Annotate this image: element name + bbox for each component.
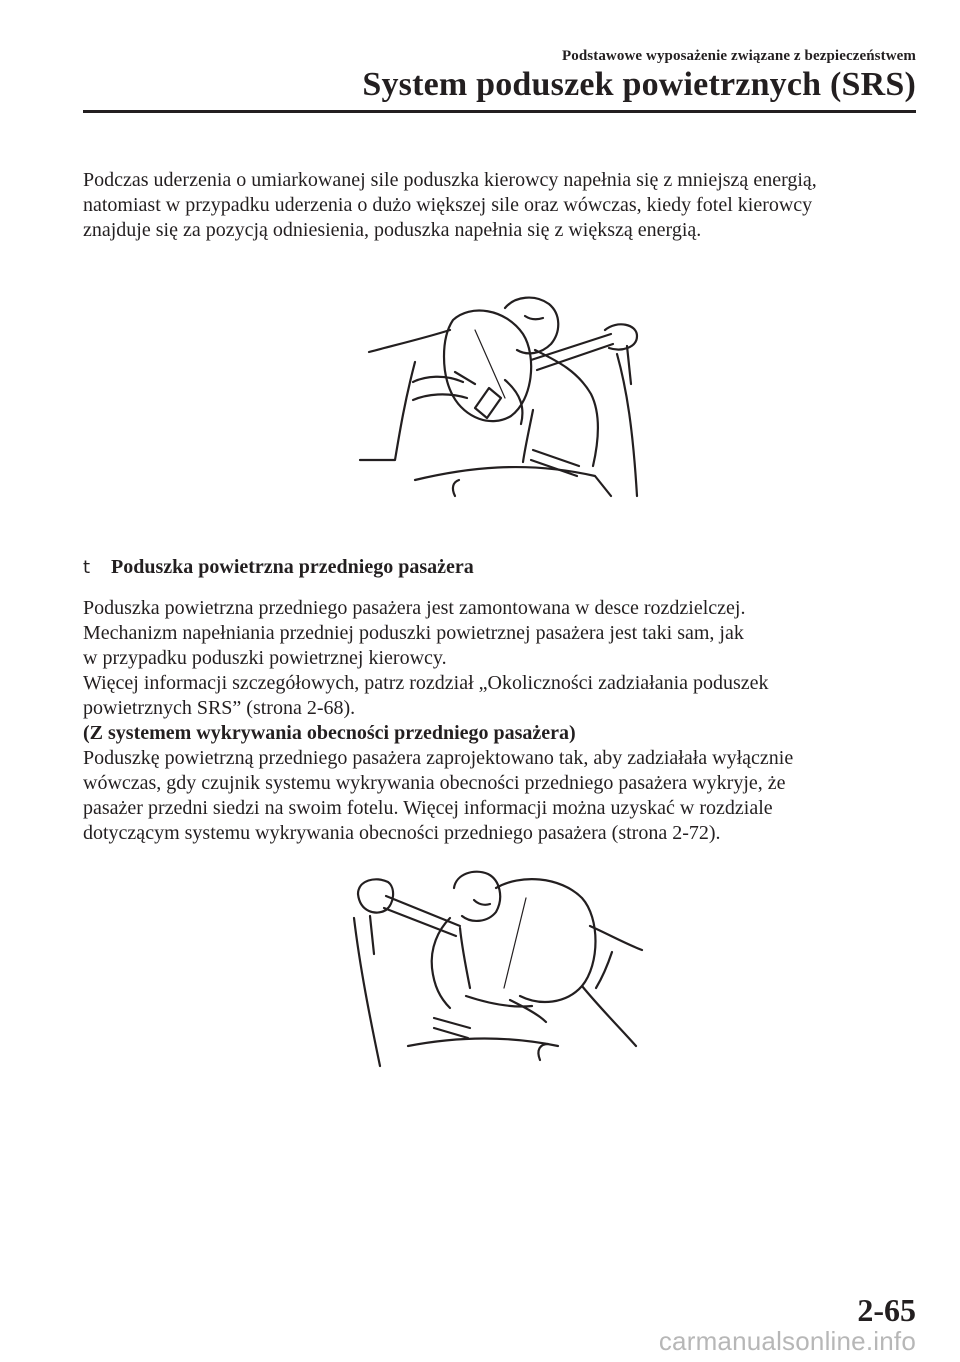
header-divider bbox=[83, 110, 916, 113]
chapter-subtitle: Podstawowe wyposażenie związane z bezpieczeństwem bbox=[562, 48, 916, 64]
text-line: powietrznych SRS” (strona 2-68). bbox=[83, 697, 356, 719]
text-line: Poduszka powietrzna przedniego pasażera jest zamontowana w desce rozdzielczej. bbox=[83, 597, 746, 619]
text-line: w przypadku poduszki powietrznej kierowcy. bbox=[83, 647, 447, 669]
text-line: natomiast w przypadku uderzenia o dużo większej sile oraz wówczas, kiedy fotel kierowcy bbox=[83, 194, 813, 216]
text-line: Więcej informacji szczegółowych, patrz rozdział „Okoliczności zadziałania poduszek bbox=[83, 672, 769, 694]
section-heading bbox=[83, 555, 474, 580]
page-title: System poduszek powietrznych (SRS) bbox=[362, 66, 916, 103]
driver-airbag-illustration bbox=[355, 290, 655, 500]
intro-paragraph bbox=[83, 168, 923, 243]
text-line: pasażer przedni siedzi na swoim fotelu. Więcej informacji można uzyskać w rozdziale bbox=[83, 797, 773, 819]
page-number: 2-65 bbox=[857, 1292, 916, 1328]
section-heading-text: Poduszka powietrzna przedniego pasażera bbox=[111, 556, 474, 578]
passenger-airbag-illustration bbox=[350, 868, 650, 1068]
text-line: znajduje się za pozycją odniesienia, poduszka napełnia się z większą energią. bbox=[83, 219, 702, 241]
subheading: (Z systemem wykrywania obecności przedniego pasażera) bbox=[83, 722, 576, 744]
passenger-airbag-paragraph bbox=[83, 596, 923, 846]
text-line: wówczas, gdy czujnik systemu wykrywania obecności przedniego pasażera wykryje, że bbox=[83, 772, 786, 794]
text-line: dotyczącym systemu wykrywania obecności przedniego pasażera (strona 2-72). bbox=[83, 822, 721, 844]
watermark: carmanualsonline.info bbox=[658, 1326, 916, 1356]
text-line: Podczas uderzenia o umiarkowanej sile poduszka kierowcy napełnia się z mniejszą energią, bbox=[83, 169, 817, 191]
text-line: Mechanizm napełniania przedniej poduszki powietrznej pasażera jest taki sam, jak bbox=[83, 622, 744, 644]
bullet-marker: t bbox=[83, 557, 91, 578]
text-line: Poduszkę powietrzną przedniego pasażera zaprojektowano tak, aby zadziałała wyłącznie bbox=[83, 747, 794, 769]
